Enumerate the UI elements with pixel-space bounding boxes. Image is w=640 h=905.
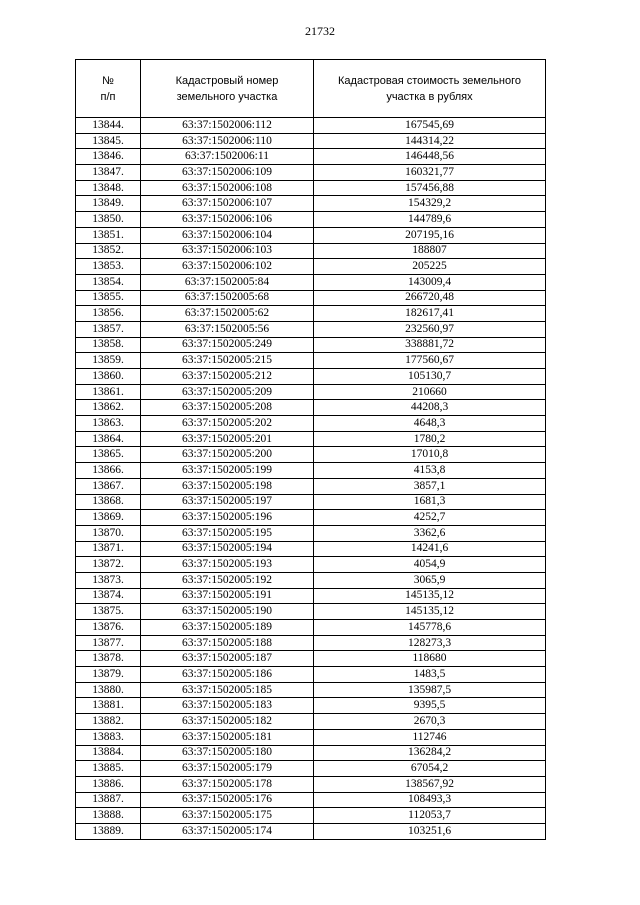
cell-item-number: 13882. [76, 714, 141, 730]
table-row [76, 400, 546, 416]
cell-cadastral-number: 63:37:1502006:110 [141, 133, 314, 149]
table-row [76, 792, 546, 808]
cell-cadastral-number: 63:37:1502005:176 [141, 792, 314, 808]
cell-item-number: 13874. [76, 588, 141, 604]
cell-cadastral-value: 144789,6 [314, 212, 546, 228]
table-row [76, 133, 546, 149]
cadastral-value-table [75, 59, 546, 840]
cell-cadastral-value: 205225 [314, 259, 546, 275]
cell-cadastral-value: 14241,6 [314, 541, 546, 557]
cell-cadastral-value: 67054,2 [314, 761, 546, 777]
cell-item-number: 13854. [76, 274, 141, 290]
cell-cadastral-number: 63:37:1502005:181 [141, 729, 314, 745]
table-row [76, 667, 546, 683]
table-row [76, 682, 546, 698]
cell-cadastral-number: 63:37:1502005:199 [141, 463, 314, 479]
cell-cadastral-value: 4648,3 [314, 416, 546, 432]
table-row [76, 823, 546, 839]
cell-cadastral-number: 63:37:1502005:208 [141, 400, 314, 416]
cell-cadastral-value: 112746 [314, 729, 546, 745]
cell-cadastral-value: 146448,56 [314, 149, 546, 165]
table-row [76, 165, 546, 181]
cell-item-number: 13850. [76, 212, 141, 228]
cell-cadastral-number: 63:37:1502005:201 [141, 431, 314, 447]
cell-cadastral-number: 63:37:1502006:11 [141, 149, 314, 165]
cell-cadastral-value: 188807 [314, 243, 546, 259]
cell-cadastral-number: 63:37:1502005:190 [141, 604, 314, 620]
cell-cadastral-value: 105130,7 [314, 369, 546, 385]
cell-item-number: 13855. [76, 290, 141, 306]
cell-cadastral-number: 63:37:1502005:68 [141, 290, 314, 306]
table-row [76, 620, 546, 636]
cell-item-number: 13847. [76, 165, 141, 181]
cell-cadastral-number: 63:37:1502006:107 [141, 196, 314, 212]
table-row [76, 447, 546, 463]
cell-item-number: 13865. [76, 447, 141, 463]
table-row [76, 259, 546, 275]
header-row [76, 60, 546, 118]
table-row [76, 541, 546, 557]
cell-item-number: 13888. [76, 808, 141, 824]
cell-cadastral-value: 232560,97 [314, 321, 546, 337]
table-row [76, 714, 546, 730]
cell-cadastral-number: 63:37:1502005:192 [141, 572, 314, 588]
cell-item-number: 13864. [76, 431, 141, 447]
cell-item-number: 13886. [76, 776, 141, 792]
cell-cadastral-value: 177560,67 [314, 353, 546, 369]
cell-cadastral-number: 63:37:1502005:197 [141, 494, 314, 510]
cell-item-number: 13871. [76, 541, 141, 557]
table-row [76, 808, 546, 824]
cell-cadastral-value: 112053,7 [314, 808, 546, 824]
cell-item-number: 13877. [76, 635, 141, 651]
cell-cadastral-value: 3065,9 [314, 572, 546, 588]
table-row [76, 463, 546, 479]
cell-item-number: 13887. [76, 792, 141, 808]
cell-item-number: 13881. [76, 698, 141, 714]
cell-cadastral-number: 63:37:1502005:185 [141, 682, 314, 698]
cell-cadastral-value: 210660 [314, 384, 546, 400]
cell-cadastral-number: 63:37:1502005:183 [141, 698, 314, 714]
cell-cadastral-number: 63:37:1502005:209 [141, 384, 314, 400]
cell-cadastral-number: 63:37:1502005:175 [141, 808, 314, 824]
table-row [76, 478, 546, 494]
cell-item-number: 13851. [76, 227, 141, 243]
table-row [76, 180, 546, 196]
table-row [76, 321, 546, 337]
table-row [76, 416, 546, 432]
table-row [76, 510, 546, 526]
table-row [76, 588, 546, 604]
table-row [76, 118, 546, 134]
cell-cadastral-value: 17010,8 [314, 447, 546, 463]
cell-item-number: 13868. [76, 494, 141, 510]
cell-item-number: 13870. [76, 525, 141, 541]
cell-cadastral-value: 160321,77 [314, 165, 546, 181]
cell-cadastral-number: 63:37:1502005:180 [141, 745, 314, 761]
cell-cadastral-value: 144314,22 [314, 133, 546, 149]
cell-item-number: 13860. [76, 369, 141, 385]
cell-cadastral-number: 63:37:1502005:178 [141, 776, 314, 792]
cell-cadastral-number: 63:37:1502005:56 [141, 321, 314, 337]
cell-cadastral-number: 63:37:1502005:84 [141, 274, 314, 290]
cell-cadastral-number: 63:37:1502006:103 [141, 243, 314, 259]
cell-cadastral-value: 3362,6 [314, 525, 546, 541]
table-row [76, 557, 546, 573]
cell-cadastral-value: 103251,6 [314, 823, 546, 839]
cell-cadastral-value: 1483,5 [314, 667, 546, 683]
table-row [76, 494, 546, 510]
cell-cadastral-value: 108493,3 [314, 792, 546, 808]
cell-cadastral-number: 63:37:1502006:104 [141, 227, 314, 243]
cell-item-number: 13859. [76, 353, 141, 369]
cell-item-number: 13862. [76, 400, 141, 416]
cell-cadastral-number: 63:37:1502005:186 [141, 667, 314, 683]
cell-cadastral-value: 154329,2 [314, 196, 546, 212]
table-row [76, 604, 546, 620]
cell-cadastral-value: 167545,69 [314, 118, 546, 134]
table-row [76, 698, 546, 714]
cell-cadastral-number: 63:37:1502005:179 [141, 761, 314, 777]
table-row [76, 651, 546, 667]
table-row [76, 572, 546, 588]
cell-cadastral-value: 143009,4 [314, 274, 546, 290]
cell-item-number: 13857. [76, 321, 141, 337]
table-body [76, 118, 546, 840]
table-row [76, 243, 546, 259]
cell-item-number: 13846. [76, 149, 141, 165]
cell-cadastral-number: 63:37:1502005:174 [141, 823, 314, 839]
table-row [76, 384, 546, 400]
cell-cadastral-value: 128273,3 [314, 635, 546, 651]
cell-cadastral-number: 63:37:1502005:193 [141, 557, 314, 573]
cell-item-number: 13867. [76, 478, 141, 494]
table-row [76, 353, 546, 369]
cell-cadastral-number: 63:37:1502005:249 [141, 337, 314, 353]
cell-item-number: 13889. [76, 823, 141, 839]
cell-cadastral-value: 182617,41 [314, 306, 546, 322]
cell-cadastral-value: 207195,16 [314, 227, 546, 243]
cell-cadastral-number: 63:37:1502005:194 [141, 541, 314, 557]
header-cadastral-number: Кадастровый номер земельного участка [141, 60, 314, 118]
cell-item-number: 13884. [76, 745, 141, 761]
table-header [76, 60, 546, 118]
cell-cadastral-number: 63:37:1502005:212 [141, 369, 314, 385]
header-cadastral-value: Кадастровая стоимость земельного участка в рублях [314, 60, 546, 118]
table-row [76, 776, 546, 792]
table-row [76, 196, 546, 212]
cell-cadastral-value: 266720,48 [314, 290, 546, 306]
cell-item-number: 13872. [76, 557, 141, 573]
cell-cadastral-number: 63:37:1502005:62 [141, 306, 314, 322]
cell-cadastral-number: 63:37:1502005:195 [141, 525, 314, 541]
cell-cadastral-value: 135987,5 [314, 682, 546, 698]
cell-cadastral-number: 63:37:1502005:189 [141, 620, 314, 636]
cell-cadastral-number: 63:37:1502005:200 [141, 447, 314, 463]
table-row [76, 290, 546, 306]
cell-cadastral-number: 63:37:1502006:112 [141, 118, 314, 134]
cell-cadastral-value: 145135,12 [314, 604, 546, 620]
cell-cadastral-number: 63:37:1502005:202 [141, 416, 314, 432]
table-row [76, 431, 546, 447]
table-row [76, 274, 546, 290]
cell-item-number: 13853. [76, 259, 141, 275]
cell-item-number: 13848. [76, 180, 141, 196]
cell-cadastral-number: 63:37:1502005:196 [141, 510, 314, 526]
table-row [76, 149, 546, 165]
cell-cadastral-number: 63:37:1502005:191 [141, 588, 314, 604]
cell-item-number: 13861. [76, 384, 141, 400]
cell-item-number: 13880. [76, 682, 141, 698]
cell-item-number: 13844. [76, 118, 141, 134]
page-number: 21732 [305, 24, 335, 38]
cell-cadastral-value: 4054,9 [314, 557, 546, 573]
table-row [76, 306, 546, 322]
cell-cadastral-number: 63:37:1502006:108 [141, 180, 314, 196]
cell-cadastral-number: 63:37:1502005:188 [141, 635, 314, 651]
table-row [76, 212, 546, 228]
cell-item-number: 13852. [76, 243, 141, 259]
cell-cadastral-value: 145778,6 [314, 620, 546, 636]
cell-cadastral-value: 145135,12 [314, 588, 546, 604]
cell-cadastral-value: 4153,8 [314, 463, 546, 479]
table-row [76, 635, 546, 651]
header-item-number: № п/п [76, 60, 141, 118]
cell-cadastral-value: 338881,72 [314, 337, 546, 353]
cell-cadastral-number: 63:37:1502006:109 [141, 165, 314, 181]
cell-item-number: 13856. [76, 306, 141, 322]
cell-cadastral-value: 118680 [314, 651, 546, 667]
cell-cadastral-number: 63:37:1502005:215 [141, 353, 314, 369]
table-row [76, 369, 546, 385]
cell-cadastral-value: 9395,5 [314, 698, 546, 714]
cell-cadastral-value: 4252,7 [314, 510, 546, 526]
cell-cadastral-value: 157456,88 [314, 180, 546, 196]
cell-cadastral-number: 63:37:1502005:187 [141, 651, 314, 667]
table-row [76, 729, 546, 745]
cell-cadastral-value: 136284,2 [314, 745, 546, 761]
cell-cadastral-value: 1780,2 [314, 431, 546, 447]
cell-item-number: 13878. [76, 651, 141, 667]
cell-item-number: 13858. [76, 337, 141, 353]
table-row [76, 525, 546, 541]
cell-cadastral-value: 2670,3 [314, 714, 546, 730]
cell-item-number: 13885. [76, 761, 141, 777]
cell-cadastral-value: 138567,92 [314, 776, 546, 792]
cell-item-number: 13863. [76, 416, 141, 432]
table-row [76, 227, 546, 243]
cell-cadastral-value: 1681,3 [314, 494, 546, 510]
cell-item-number: 13845. [76, 133, 141, 149]
table-row [76, 337, 546, 353]
cell-item-number: 13849. [76, 196, 141, 212]
cell-item-number: 13879. [76, 667, 141, 683]
cell-item-number: 13869. [76, 510, 141, 526]
cell-cadastral-value: 44208,3 [314, 400, 546, 416]
cell-cadastral-number: 63:37:1502006:102 [141, 259, 314, 275]
cell-item-number: 13866. [76, 463, 141, 479]
cell-cadastral-number: 63:37:1502005:198 [141, 478, 314, 494]
table-row [76, 761, 546, 777]
cell-item-number: 13875. [76, 604, 141, 620]
cell-cadastral-number: 63:37:1502006:106 [141, 212, 314, 228]
cell-cadastral-number: 63:37:1502005:182 [141, 714, 314, 730]
cell-item-number: 13876. [76, 620, 141, 636]
cell-cadastral-value: 3857,1 [314, 478, 546, 494]
table-row [76, 745, 546, 761]
cell-item-number: 13883. [76, 729, 141, 745]
cell-item-number: 13873. [76, 572, 141, 588]
